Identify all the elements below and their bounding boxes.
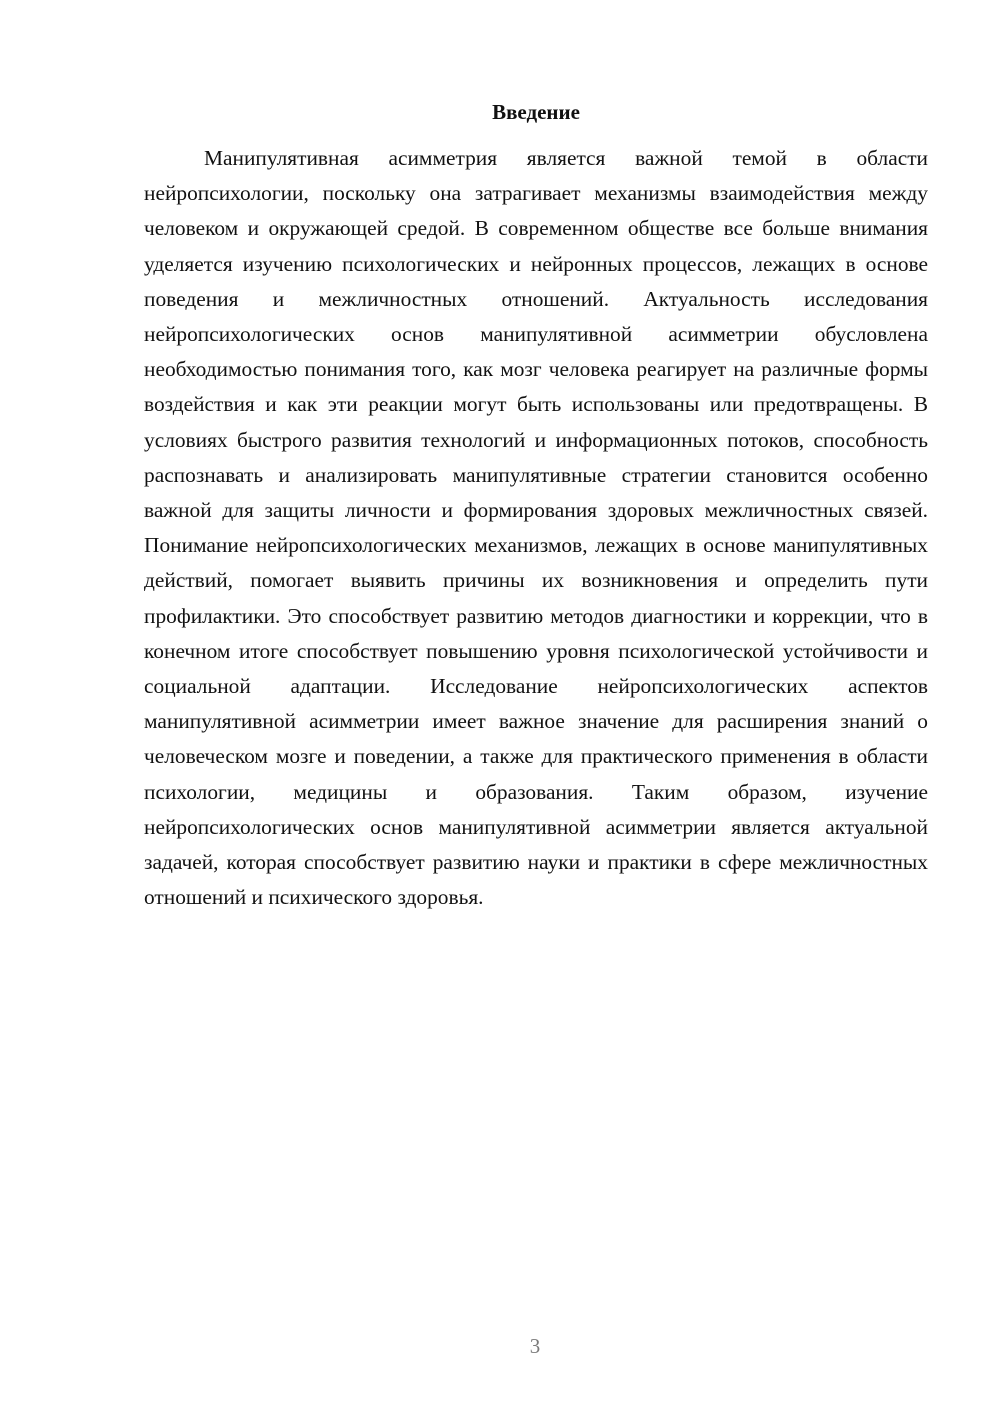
body-paragraph: Манипулятивная асимметрия является важной темой в области нейропсихологии, поскольку она затрагивает механизмы взаимодействия между человеком и окружающей средой. В современном обществе все больше внимания уделяется изучению психологических и нейронных процессов, лежащих в основе поведения и межличностных отношений. Актуальность исследования нейропсихологических основ манипулятивной асимметрии обусловлена необходимостью понимания того, как мозг человека реагирует на различные формы воздействия и как эти реакции могут быть использованы или предотвращены. В условиях быстрого развития технологий и информационных потоков, способность распознавать и анализировать манипулятивные стратегии становится особенно важной для защиты личности и формирования здоровых межличностных связей. Понимание нейропсихологических механизмов, лежащих в основе манипулятивных действий, помогает выявить причины их возникновения и определить пути профилактики. Это способствует развитию методов диагностики и коррекции, что в конечном итоге способствует повышению уровня психологической устойчивости и социальной адаптации. Исследование нейропсихологических аспектов манипулятивной асимметрии имеет важное значение для расширения знаний о человеческом мозге и поведении, а также для практического применения в области психологии, медицины и образования. Таким образом, изучение нейропсихологических основ манипулятивной асимметрии является актуальной задачей, которая способствует развитию науки и практики в сфере межличностных отношений и психического здоровья. [144,146,928,910]
section-heading: Введение [492,100,580,124]
page-number: 3 [529,1334,541,1358]
